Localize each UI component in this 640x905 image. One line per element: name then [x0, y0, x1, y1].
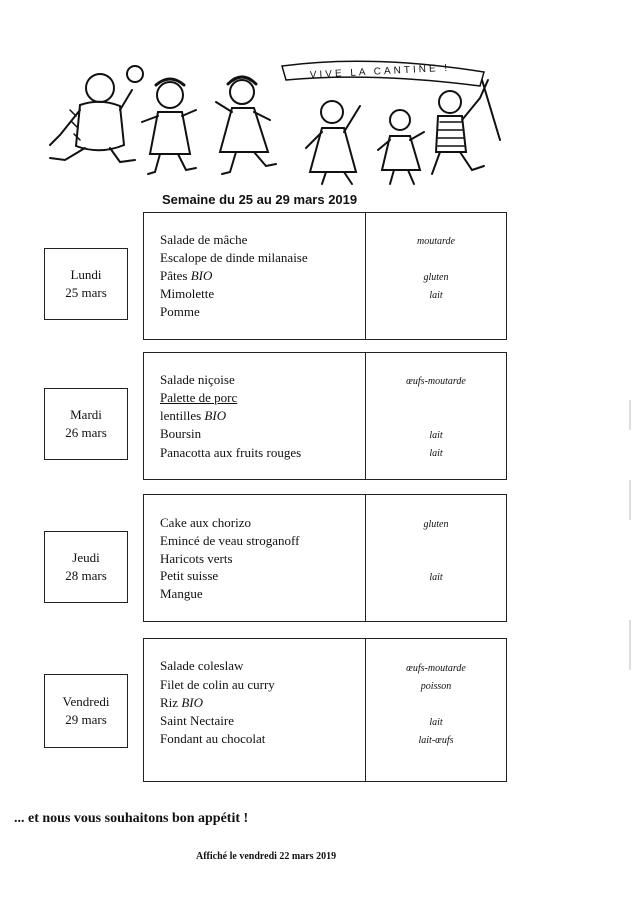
column-divider [365, 495, 366, 621]
allergen-note: gluten [423, 272, 449, 283]
boy-figure [432, 80, 500, 174]
menu-box-jeudi [143, 494, 507, 622]
dish: Salade coleslaw [160, 658, 244, 673]
day-box-mardi [44, 388, 128, 460]
day-box-lundi [44, 248, 128, 320]
allergen-note: lait [429, 430, 443, 441]
girl-figure-4 [378, 110, 424, 184]
day-box-vendredi [44, 674, 128, 748]
children-parade-illustration [10, 50, 510, 190]
allergen-note: lait-œufs [418, 735, 454, 746]
allergen-note: lait [429, 448, 443, 459]
dish: Riz BIO [160, 695, 203, 710]
dish: Emincé de veau stroganoff [160, 533, 300, 548]
dish: Salade de mâche [160, 232, 248, 247]
day-date: 28 mars [65, 568, 107, 583]
allergen-note: moutarde [417, 236, 455, 247]
posted-date: Affiché le vendredi 22 mars 2019 [196, 851, 337, 862]
dish: Fondant au chocolat [160, 731, 266, 746]
dish: Filet de colin au curry [160, 677, 275, 692]
allergen-note: lait [429, 572, 443, 583]
scan-specks [622, 380, 636, 680]
dish: Haricots verts [160, 551, 233, 566]
menu-box-vendredi [143, 638, 507, 782]
day-name: Mardi [70, 407, 102, 422]
day-name: Jeudi [72, 550, 100, 565]
allergen-note: œufs-moutarde [406, 663, 466, 674]
closing-message: ... et nous vous souhaitons bon appétit ! [14, 811, 249, 826]
cook-figure [50, 66, 143, 162]
menu-box-lundi [143, 212, 507, 340]
allergen-note: œufs-moutarde [406, 376, 466, 387]
day-date: 29 mars [65, 712, 107, 727]
dish: lentilles BIO [160, 408, 227, 423]
dish: Mangue [160, 586, 203, 601]
allergen-note: lait [429, 717, 443, 728]
dish: Palette de porc [160, 390, 238, 405]
day-name: Lundi [70, 267, 102, 282]
dish: Pomme [160, 304, 200, 319]
dish: Panacotta aux fruits rouges [160, 445, 302, 460]
dish: Salade niçoise [160, 372, 235, 387]
day-date: 26 mars [65, 425, 107, 440]
bio-tag: BIO [181, 695, 203, 710]
dish: Escalope de dinde milanaise [160, 250, 308, 265]
day-box-jeudi [44, 531, 128, 603]
allergen-note: gluten [423, 519, 449, 530]
girl-figure-3 [306, 101, 360, 184]
girl-figure-1 [142, 79, 196, 174]
dish: Pâtes BIO [160, 268, 213, 283]
allergen-note: lait [429, 290, 443, 301]
dish: Cake aux chorizo [160, 515, 251, 530]
week-title: Semaine du 25 au 29 mars 2019 [162, 192, 358, 207]
day-name: Vendredi [62, 694, 110, 709]
bio-tag: BIO [204, 408, 227, 423]
dish: Boursin [160, 426, 202, 441]
menu-box-mardi [143, 352, 507, 480]
girl-figure-2 [216, 77, 276, 174]
bio-tag: BIO [190, 268, 213, 283]
dish: Saint Nectaire [160, 713, 234, 728]
day-date: 25 mars [65, 285, 107, 300]
allergen-note: poisson [420, 681, 452, 692]
flag-slogan: VIVE LA CANTINE ! [309, 62, 451, 81]
dish: Petit suisse [160, 568, 219, 583]
dish: Mimolette [160, 286, 215, 301]
